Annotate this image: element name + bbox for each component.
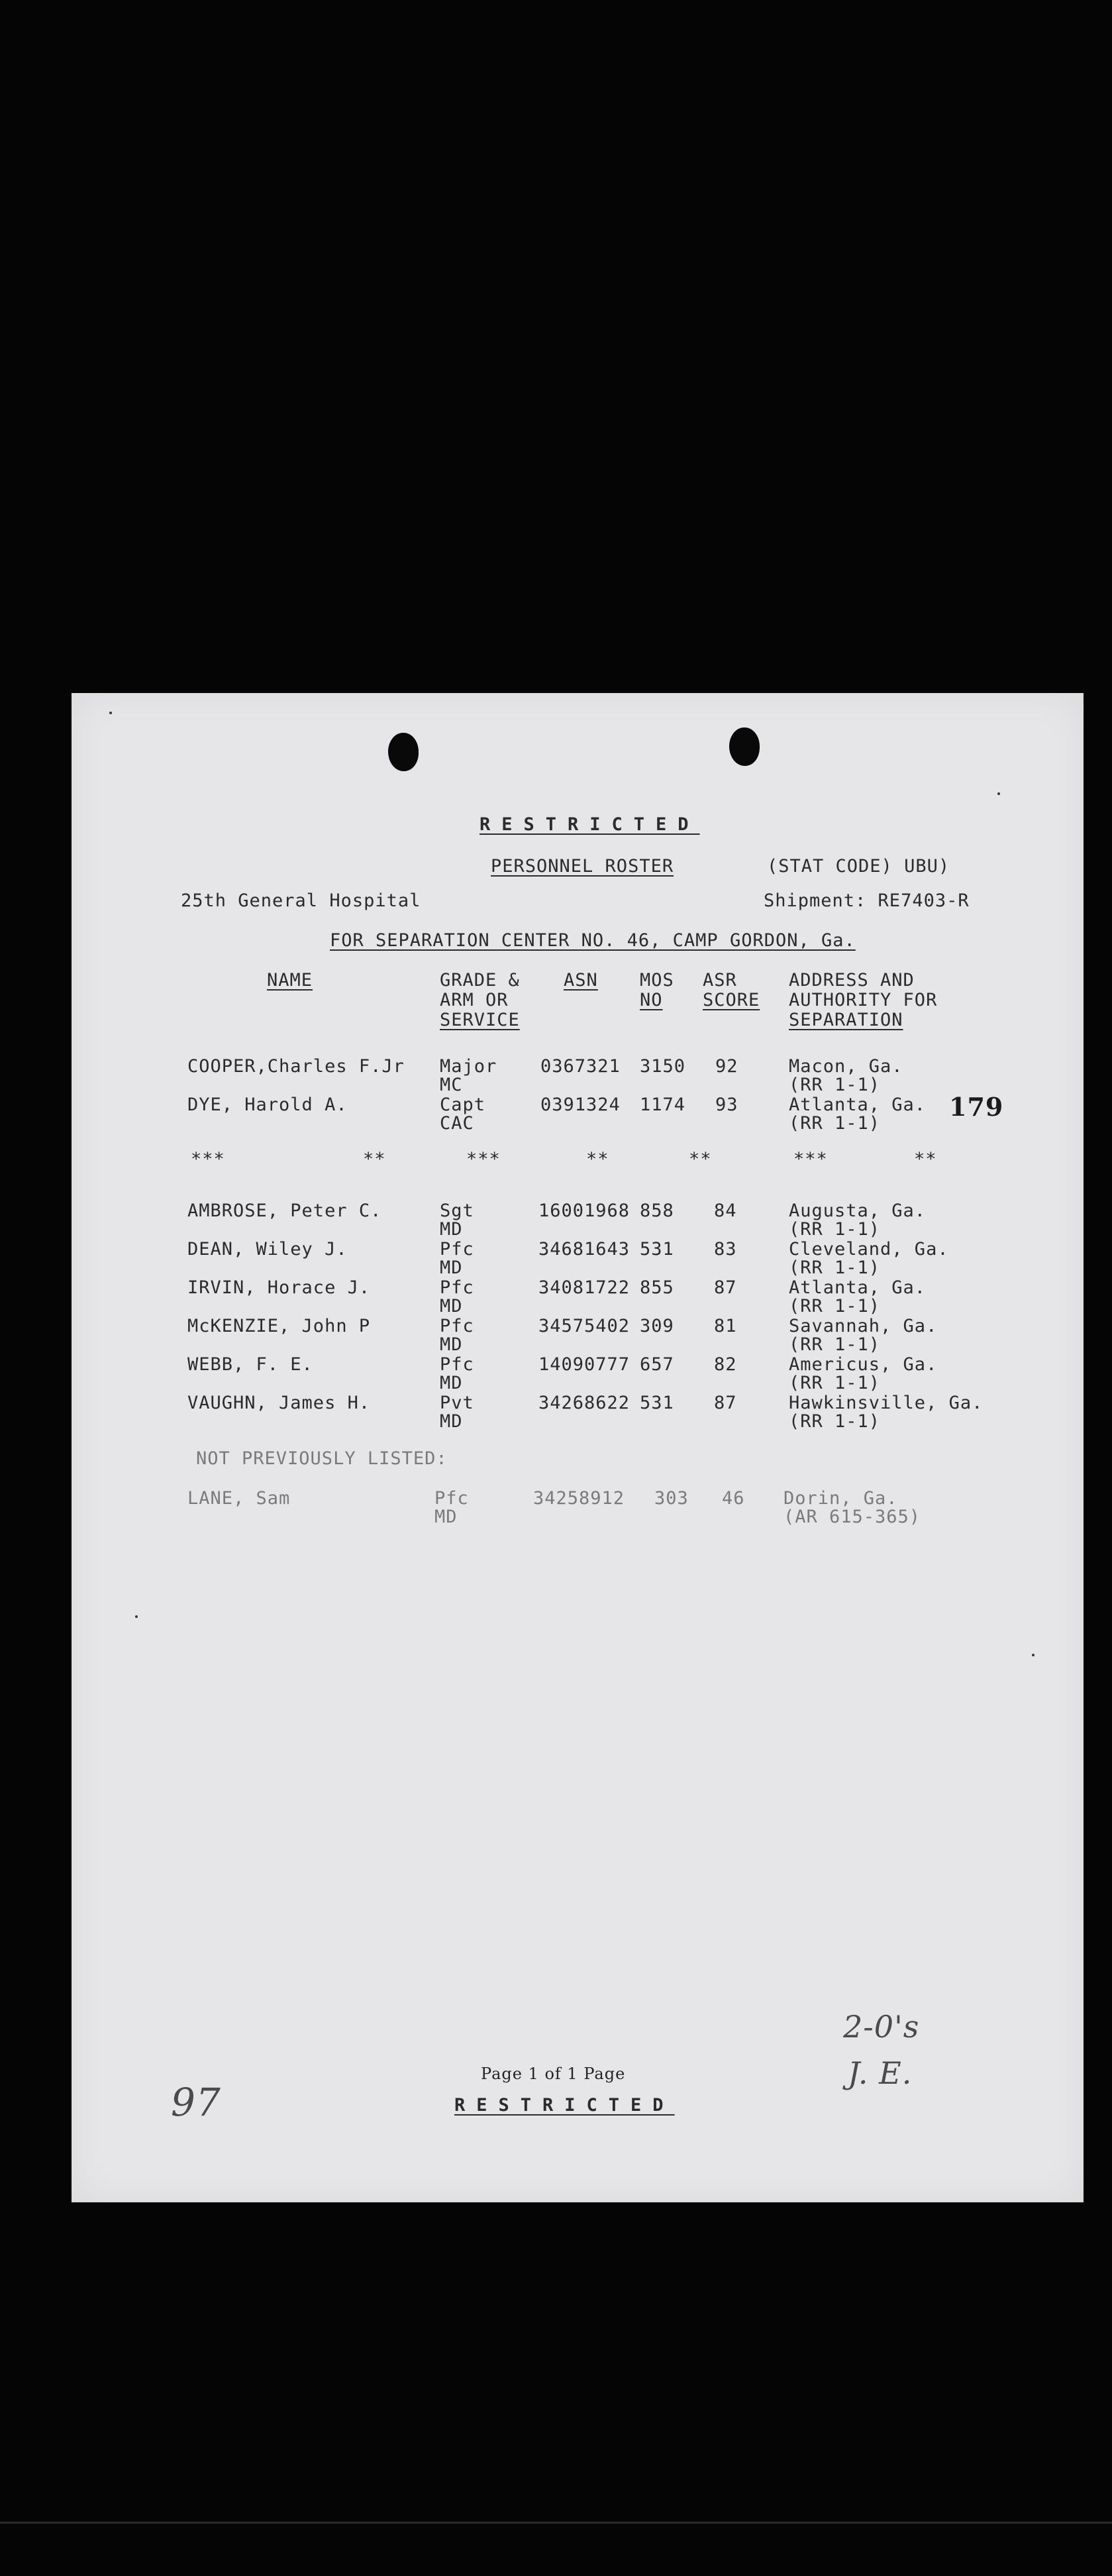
speck	[109, 712, 112, 714]
unit-name: 25th General Hospital	[181, 890, 421, 911]
restricted-heading: RESTRICTED	[480, 814, 700, 835]
scan-edge-line	[0, 2522, 1112, 2524]
speck	[135, 1615, 138, 1618]
separation-center: FOR SEPARATION CENTER NO. 46, CAMP GORDON, Ga.	[330, 930, 856, 951]
shipment-number: Shipment: RE7403-R	[764, 890, 970, 911]
speck	[1032, 1654, 1035, 1656]
page-count: Page 1 of 1 Page	[481, 2065, 626, 2083]
page-number-stamp: 179	[949, 1092, 1004, 1122]
section-heading: NOT PREVIOUSLY LISTED:	[196, 1448, 448, 1469]
col-name: NAME	[267, 970, 313, 991]
punch-hole	[729, 727, 760, 766]
stat-code: (STAT CODE) UBU)	[767, 856, 950, 877]
roster-title: PERSONNEL ROSTER	[491, 856, 674, 877]
punch-hole	[388, 733, 419, 771]
restricted-footer: RESTRICTED	[454, 2095, 675, 2116]
document-sheet: RESTRICTED PERSONNEL ROSTER (STAT CODE) UBU) 25th General Hospital Shipment: RE7403-R FOR SEPARATION CENTER NO. 46, CAMP GORDON, Ga. NAME GRADE & ARM OR SERVICE ASN MOS NO ASR SCORE ADDRESS AND AUTHORITY FOR SEPARATION COOPER,Charles F.Jr Major MC 0367321 3150 92 Macon, Ga. (RR 1-1) DYE, Harold A. Capt CAC 0391324 1174 93 Atlanta, Ga. (RR 1-1) 179 *** ** *** ** ** *** ** AMBROSE, Peter C. Sgt MD 16001968 858 84 Augusta, Ga. (RR 1-1) DEAN, Wiley J. Pfc MD 34681643 531 83 Cleveland, Ga. (RR 1-1) IRVIN, Horace J. Pfc MD 34081722 855 87 Atlanta, Ga. (RR 1-1) McKENZIE, John P Pfc MD 34575402 309 81 Savannah, Ga. (RR 1-1) WEBB, F. E. Pfc MD 14090777 657 82 Americus, Ga. (RR 1-1) VAUGHN, James H. Pvt MD 34268622 531 87 Hawkinsville, Ga. (RR 1-1) NOT PREVIOUSLY LISTED: LANE, Sam Pfc MD 34258912 303 46 Dorin, Ga. (AR 615-365) 2-0's J. E. 97 Page 1 of 1 Page RESTRICTED	[72, 693, 1084, 2202]
handwritten-initials: J. E.	[848, 2055, 913, 2091]
handwritten-number: 97	[171, 2080, 221, 2125]
col-asn: ASN	[564, 970, 598, 991]
handwritten-note: 2-0's	[843, 2009, 920, 2045]
speck	[997, 792, 1000, 795]
